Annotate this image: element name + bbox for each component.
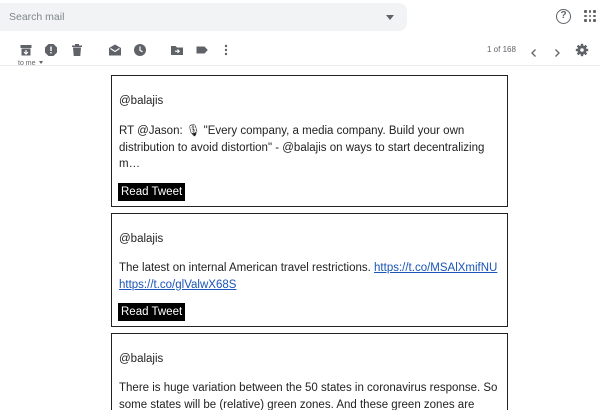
tweet-card [111, 213, 508, 327]
recipient-text: to me [18, 60, 36, 67]
read-tweet-button[interactable]: Read Tweet [118, 183, 185, 201]
label-icon[interactable] [195, 43, 209, 57]
report-spam-icon[interactable] [44, 43, 58, 57]
top-bar [0, 0, 600, 34]
tweet-card [111, 75, 508, 207]
tweet-text: There is huge variation between the 50 states in coronavirus response. So some states will be (relative) green zones. And these green zones are [119, 382, 498, 410]
tweet-link[interactable]: https://t.co/MSAlXmifNU [374, 262, 498, 274]
recipient-line[interactable] [18, 60, 43, 67]
read-tweet-button[interactable]: Read Tweet [118, 303, 185, 321]
snooze-icon[interactable] [133, 43, 147, 57]
help-icon[interactable]: ? [556, 9, 571, 24]
search-options-caret-icon[interactable] [386, 15, 394, 20]
apps-grid-icon[interactable] [584, 10, 596, 22]
tweet-handle: @balajis [119, 95, 164, 107]
tweet-text: RT @Jason: 🎙 "Every company, a media company. Build your own distribution to avoid distortion" - @balajis on ways to start decentralizing m… [119, 125, 485, 170]
settings-gear-icon[interactable] [575, 43, 589, 57]
tweet-text-content: The latest on internal American travel restrictions. [119, 262, 375, 274]
archive-icon[interactable] [19, 43, 33, 57]
tweet-card [111, 333, 508, 410]
move-to-icon[interactable] [170, 43, 184, 57]
tweet-handle: @balajis [119, 353, 164, 365]
pagination-count: 1 of 168 [487, 45, 516, 54]
tweet-link[interactable]: https://t.co/glValwX68S [119, 278, 237, 291]
search-input[interactable] [9, 8, 369, 26]
tweet-handle: @balajis [119, 233, 164, 245]
mark-unread-icon[interactable] [108, 43, 122, 57]
more-vert-icon[interactable] [219, 43, 233, 57]
chevron-right-icon[interactable] [552, 45, 562, 55]
recipient-details-caret-icon[interactable] [39, 61, 43, 64]
message-toolbar [0, 34, 600, 66]
search-bar [0, 3, 407, 31]
chevron-left-icon[interactable] [529, 45, 539, 55]
tweet-text [119, 260, 501, 293]
delete-icon[interactable] [70, 43, 84, 57]
